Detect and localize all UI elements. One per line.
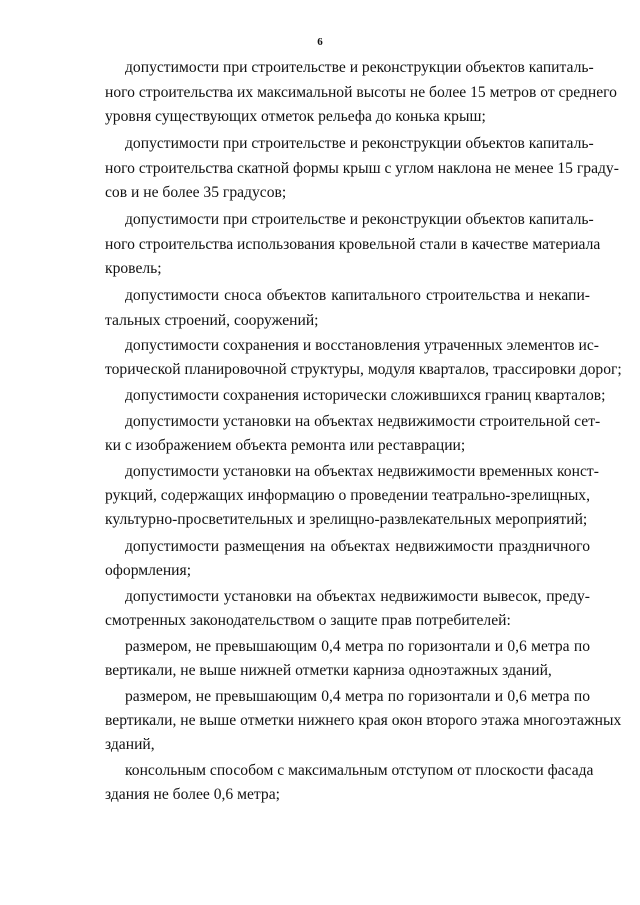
text-line: торической планировочной структуры, модуля кварталов, трассировки дорог; xyxy=(105,361,622,378)
text-line: допустимости при строительстве и реконструкции объектов капиталь- xyxy=(125,135,594,152)
text-line: допустимости при строительстве и реконструкции объектов капиталь- xyxy=(125,211,594,228)
text-line: вертикали, не выше нижней отметки карниза одноэтажных зданий, xyxy=(105,662,552,679)
text-line: кровель; xyxy=(105,260,162,277)
page-number: 6 xyxy=(317,36,323,48)
text-line: смотренных законодательством о защите прав потребителей: xyxy=(105,612,511,629)
text-line: ного строительства использования кровельной стали в качестве материала xyxy=(105,236,601,253)
text-line: ного строительства их максимальной высоты не более 15 метров от среднего xyxy=(105,84,617,101)
text-line: допустимости установки на объектах недвижимости строительной сет- xyxy=(125,413,601,430)
text-line: уровня существующих отметок рельефа до конька крыш; xyxy=(105,108,486,125)
text-line: ного строительства скатной формы крыш с углом наклона не менее 15 граду- xyxy=(105,160,619,177)
text-line: допустимости установки на объектах недвижимости временных конст- xyxy=(125,463,599,480)
text-line: допустимости сохранения исторически сложившихся границ кварталов; xyxy=(125,387,606,404)
text-line: допустимости установки на объектах недвижимости вывесок, преду- xyxy=(125,588,590,605)
text-line: зданий, xyxy=(105,736,155,753)
text-line: допустимости при строительстве и реконструкции объектов капиталь- xyxy=(125,59,594,76)
text-line: вертикали, не выше отметки нижнего края окон второго этажа многоэтажных xyxy=(105,712,622,729)
text-line: размером, не превышающим 0,4 метра по горизонтали и 0,6 метра по xyxy=(125,688,590,705)
text-line: сов и не более 35 градусов; xyxy=(105,184,287,201)
text-line: здания не более 0,6 метра; xyxy=(105,786,280,803)
text-line: допустимости сноса объектов капитального строительства и некапи- xyxy=(125,287,590,304)
text-line: оформления; xyxy=(105,562,192,579)
text-line: допустимости сохранения и восстановления утраченных элементов ис- xyxy=(125,337,599,354)
text-line: размером, не превышающим 0,4 метра по горизонтали и 0,6 метра по xyxy=(125,638,590,655)
text-line: допустимости размещения на объектах недвижимости праздничного xyxy=(125,538,590,555)
text-line: рукций, содержащих информацию о проведении театрально-зрелищных, xyxy=(105,487,591,504)
text-line: консольным способом с максимальным отступом от плоскости фасада xyxy=(125,762,594,779)
text-line: культурно-просветительных и зрелищно-развлекательных мероприятий; xyxy=(105,511,588,528)
text-line: тальных строений, сооружений; xyxy=(105,312,319,329)
text-line: ки с изображением объекта ремонта или реставрации; xyxy=(105,437,466,454)
